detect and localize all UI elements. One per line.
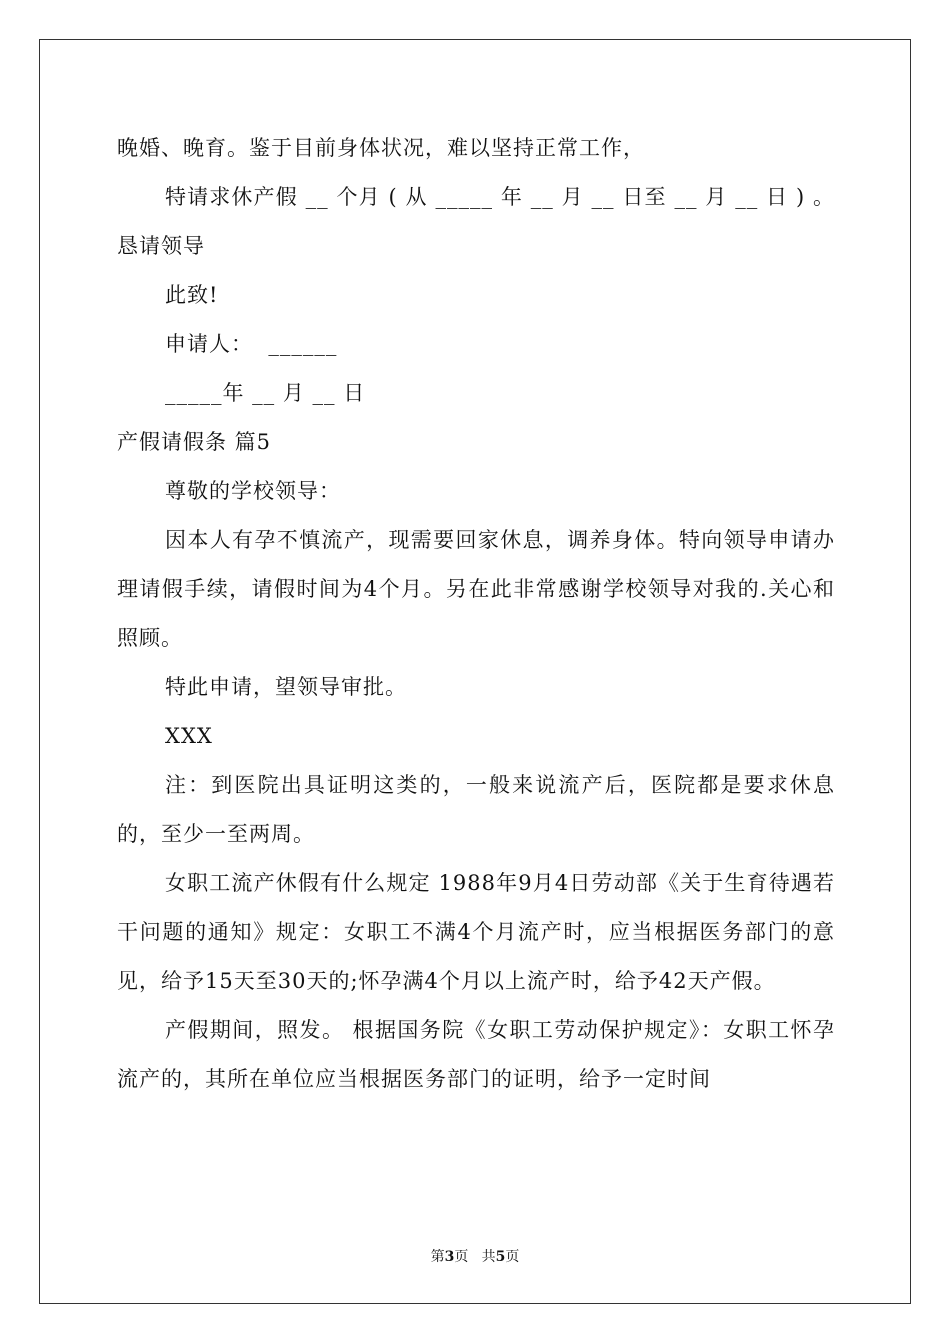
paragraph-13: 产假期间，照发。 根据国务院《女职工劳动保护规定》：女职工怀孕流产的，其所在单位应当根据医务部门的证明，给予一定时间 <box>117 1018 835 1091</box>
footer-total-pages: 5 <box>495 1249 506 1265</box>
paragraph-3: 此致! <box>165 283 219 307</box>
footer-page-suffix: 页 <box>454 1249 469 1265</box>
paragraph-8: 因本人有孕不慎流产，现需要回家休息，调养身体。特向领导申请办理请假手续，请假时间为4个月。另在此非常感谢学校领导对我的.关心和照顾。 <box>117 528 835 650</box>
paragraph-9: 特此申请，望领导审批。 <box>165 675 407 699</box>
paragraph-4: 申请人： ______ <box>165 332 338 356</box>
footer-prefix: 第 <box>430 1249 445 1265</box>
document-body <box>117 124 835 1104</box>
footer-total-suffix: 页 <box>505 1249 520 1265</box>
paragraph-10: XXX <box>165 724 213 748</box>
footer-total-prefix: 共 <box>481 1249 496 1265</box>
section-heading: 产假请假条 篇5 <box>117 430 272 454</box>
paragraph-2: 特请求休产假 __ 个月 ( 从 _____ 年 __ 月 __ 日至 __ 月 __ 日 ) 。恳请领导 <box>117 185 835 258</box>
footer-current-page: 3 <box>444 1249 455 1265</box>
page-footer <box>0 1246 950 1266</box>
paragraph-7: 尊敬的学校领导： <box>165 479 341 503</box>
paragraph-11: 注：到医院出具证明这类的，一般来说流产后，医院都是要求休息的，至少一至两周。 <box>117 773 835 846</box>
paragraph-12: 女职工流产休假有什么规定 1988年9月4日劳动部《关于生育待遇若干问题的通知》规定：女职工不满4个月流产时，应当根据医务部门的意见，给予15天至30天的;怀孕满4个月以上流产时，给予42天产假。 <box>117 871 835 993</box>
paragraph-5: _____年 __ 月 __ 日 <box>165 381 366 405</box>
paragraph-1: 晚婚、晚育。鉴于目前身体状况，难以坚持正常工作， <box>117 136 645 160</box>
